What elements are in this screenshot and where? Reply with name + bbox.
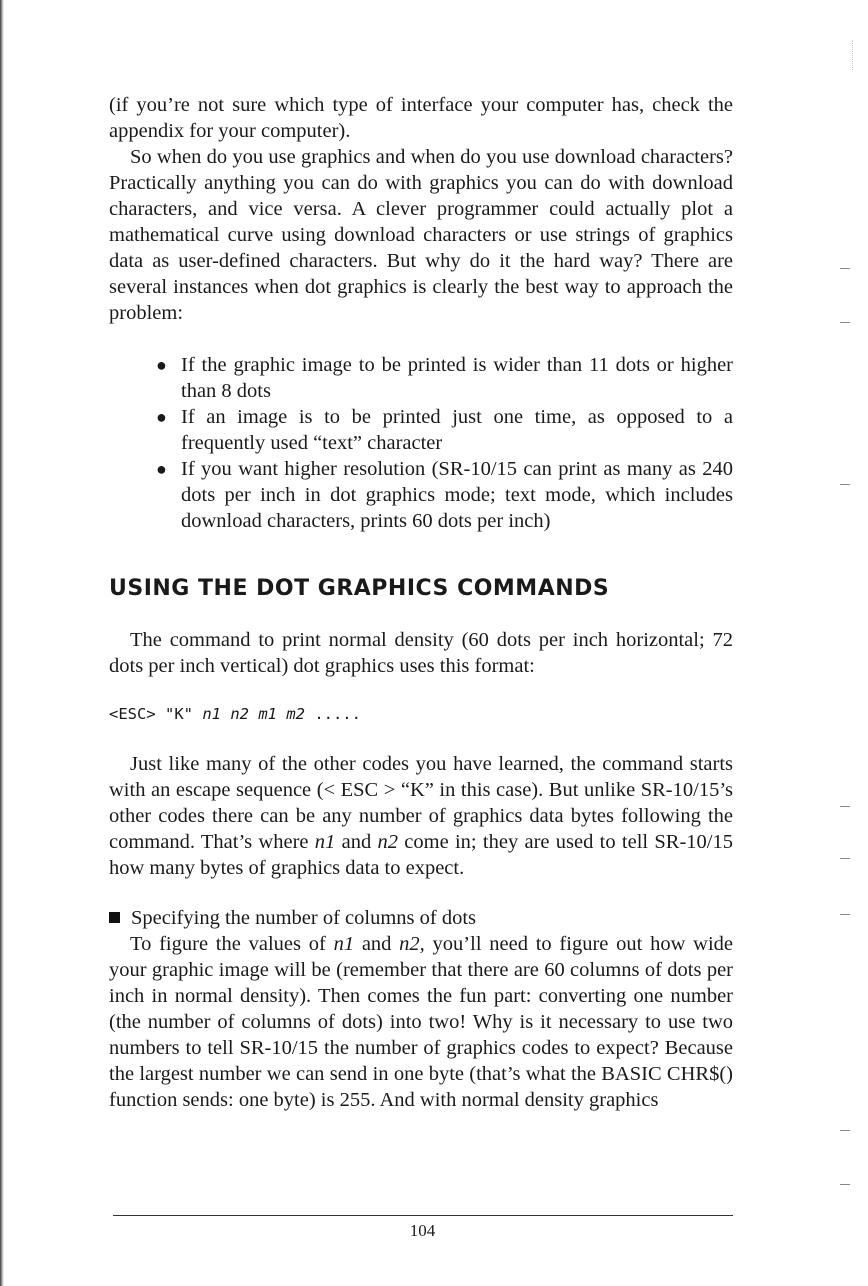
margin-mark: [840, 322, 850, 323]
subheading: [109, 905, 733, 931]
code-suffix: .....: [304, 705, 361, 723]
bullet-icon: ●: [156, 407, 167, 427]
variable-n2: n2,: [399, 933, 425, 955]
square-bullet-icon: [109, 912, 120, 923]
text-run: you’ll need to figure out how wide your graphic image will be (remember that there are 60 columns of dots per inch in normal density). Then comes the fun part: converting one number (the number of columns of dots) into two! Why is it necessary to use two numbers to tell SR-10/15 the number of graphics codes to expect? Because the largest number we can send in one byte (that’s what the BASIC CHR$() function sends: one byte) is 255. And with normal density graphics: [109, 933, 733, 1111]
list-item-text: If you want higher resolution (SR-10/15 can print as many as 240 dots per inch in dot graphics mode; text mode, which includes download characters, prints 60 dots per inch): [181, 458, 733, 532]
text-run: Just like many of the other codes you have learned, the command starts with an escape sequence (< ESC > “K” in this case). But unlike SR-10/15’s other codes there can be any number of graphics data bytes following the command. That’s where: [109, 753, 733, 853]
list-item-text: If an image is to be printed just one time, as opposed to a frequently used “text” character: [181, 406, 733, 454]
page-body: [109, 92, 733, 1113]
paragraph-columns-of-dots: [109, 931, 733, 1113]
paragraph-interface-note: (if you’re not sure which type of interface your computer has, check the appendix for your computer).: [109, 94, 733, 142]
paragraph-escape-sequence: [109, 751, 733, 881]
bullet-icon: ●: [156, 459, 167, 479]
bullet-icon: ●: [156, 355, 167, 375]
list-item: [156, 456, 733, 534]
list-item: [156, 404, 733, 456]
text-run: To figure the values of: [130, 933, 334, 955]
variable-n1: n1: [333, 933, 355, 955]
code-prefix: <ESC> "K": [109, 705, 203, 723]
page-number: 104: [409, 1221, 436, 1240]
text-run: come in; they are used to tell SR-10/15 how many bytes of graphics data to expect.: [109, 831, 733, 879]
page-edge-shadow: [0, 0, 4, 1286]
code-args: n1 n2 m1 m2: [202, 705, 305, 723]
margin-mark: [840, 858, 850, 859]
paragraph-command-format: The command to print normal density (60 dots per inch horizontal; 72 dots per inch vertical) dot graphics uses this format:: [109, 629, 733, 677]
footer-rule: [113, 1215, 733, 1216]
margin-mark: [840, 806, 850, 807]
margin-mark: [840, 1130, 850, 1131]
text-run: and: [354, 933, 400, 955]
variable-n1: n1: [314, 831, 336, 853]
text-run: and: [335, 831, 378, 853]
command-syntax: [109, 701, 733, 727]
margin-mark: [840, 268, 850, 269]
binding-mark: [838, 40, 853, 70]
margin-mark: [840, 484, 850, 485]
variable-n2: n2: [377, 831, 398, 853]
bullet-list: [109, 352, 733, 534]
list-item: [156, 352, 733, 404]
margin-mark: [840, 1184, 850, 1185]
section-heading: USING THE DOT GRAPHICS COMMANDS: [109, 576, 610, 601]
subheading-text: Specifying the number of columns of dots: [131, 907, 477, 929]
paragraph-graphics-vs-download: So when do you use graphics and when do you use download characters? Practically anything you can do with graphics you can do with download characters, and vice versa. A clever programmer could actually plot a mathematical curve using download characters or use strings of graphics data as user-defined characters. But why do it the hard way? There are several instances when dot graphics is clearly the best way to approach the problem:: [109, 146, 733, 324]
list-item-text: If the graphic image to be printed is wider than 11 dots or higher than 8 dots: [181, 354, 733, 402]
margin-mark: [840, 914, 850, 915]
